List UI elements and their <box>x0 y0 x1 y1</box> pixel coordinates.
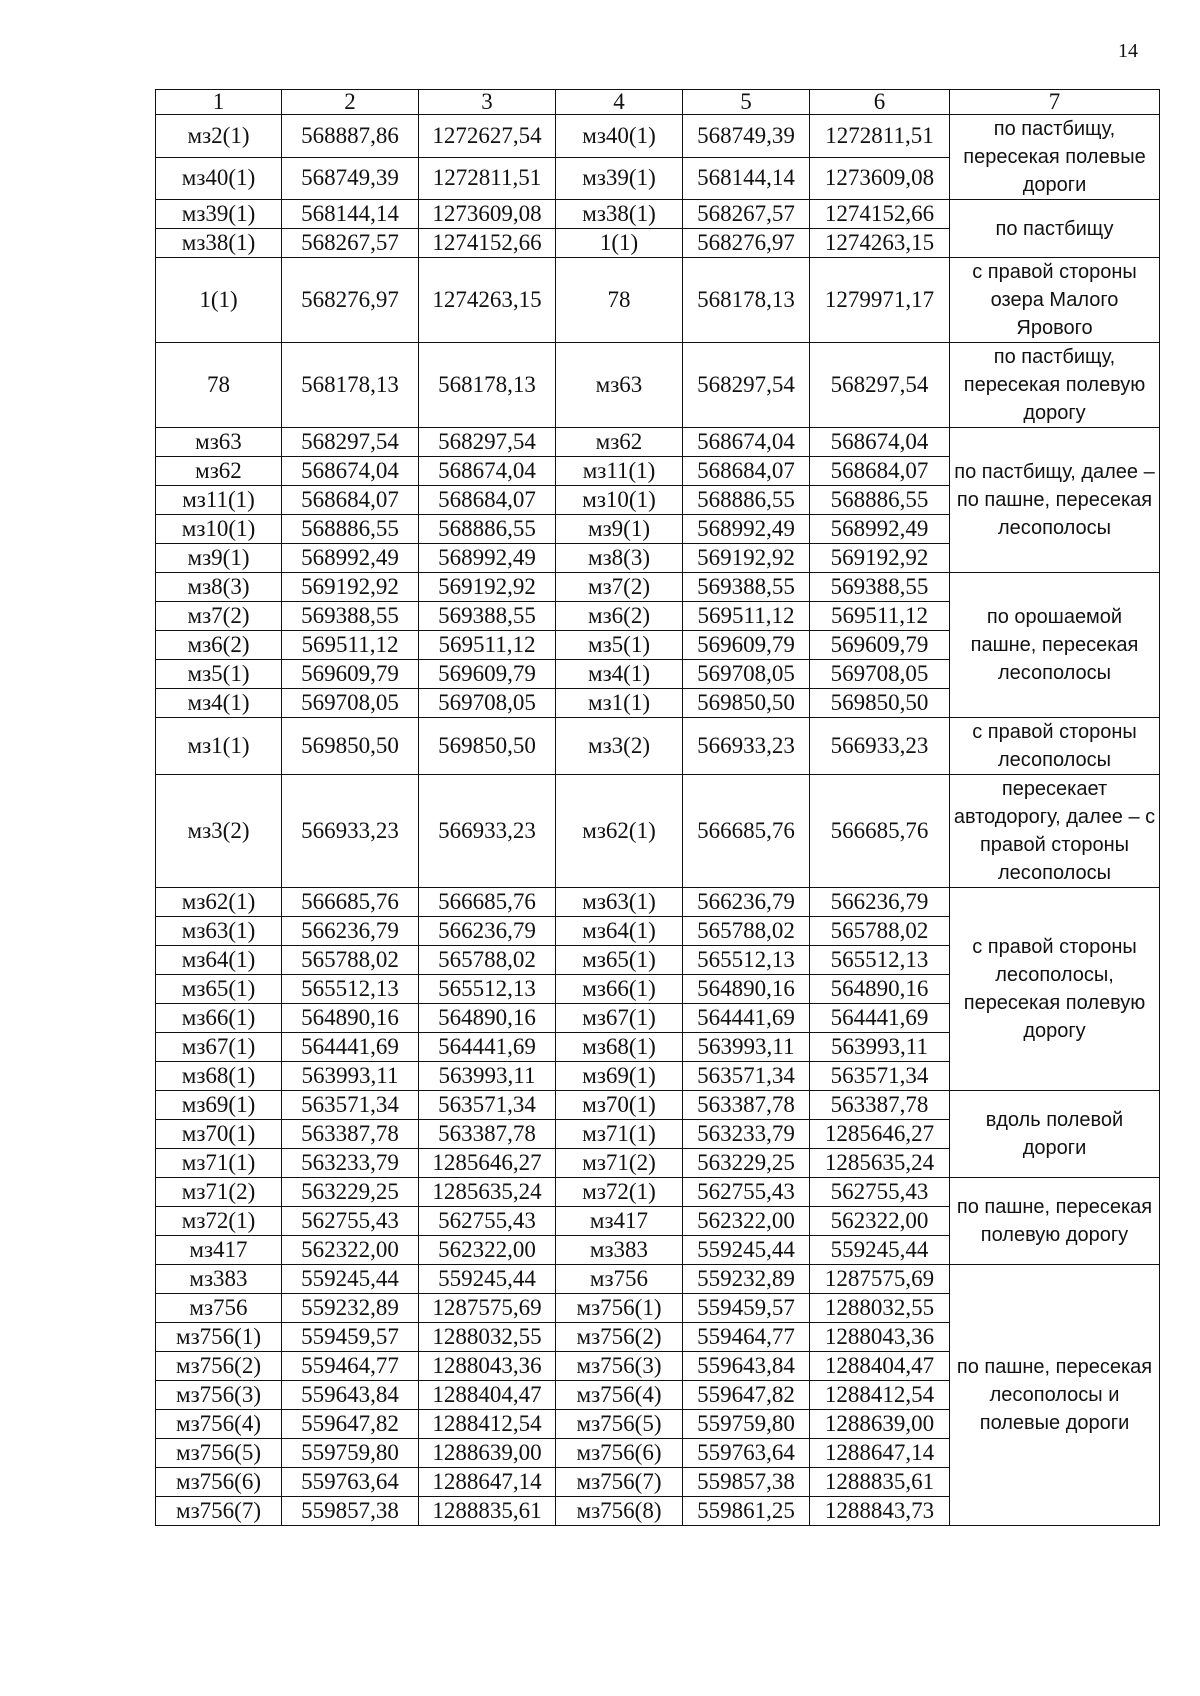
y-to-cell: 1288843,73 <box>810 1497 950 1526</box>
y-to-cell: 1274263,15 <box>810 229 950 258</box>
point-from-cell: мз383 <box>156 1265 282 1294</box>
description-cell: по пашне, пересекая полевую дорогу <box>950 1178 1160 1265</box>
point-to-cell: мз38(1) <box>556 200 683 229</box>
point-to-cell: мз65(1) <box>556 946 683 975</box>
point-to-cell: мз756 <box>556 1265 683 1294</box>
point-to-cell: мз67(1) <box>556 1004 683 1033</box>
point-from-cell: мз64(1) <box>156 946 282 975</box>
point-from-cell: мз756(3) <box>156 1381 282 1410</box>
point-to-cell: мз756(3) <box>556 1352 683 1381</box>
x-to-cell: 569708,05 <box>683 660 810 689</box>
x-from-cell: 568992,49 <box>282 544 419 573</box>
y-to-cell: 1288032,55 <box>810 1294 950 1323</box>
point-from-cell: мз756 <box>156 1294 282 1323</box>
y-to-cell: 1288639,00 <box>810 1410 950 1439</box>
x-from-cell: 564890,16 <box>282 1004 419 1033</box>
x-from-cell: 569708,05 <box>282 689 419 718</box>
y-from-cell: 562755,43 <box>419 1207 556 1236</box>
point-to-cell: мз756(6) <box>556 1439 683 1468</box>
x-to-cell: 562322,00 <box>683 1207 810 1236</box>
x-to-cell: 565788,02 <box>683 917 810 946</box>
y-to-cell: 1288043,36 <box>810 1323 950 1352</box>
point-to-cell: мз7(2) <box>556 573 683 602</box>
point-from-cell: 1(1) <box>156 258 282 343</box>
point-from-cell: мз68(1) <box>156 1062 282 1091</box>
point-to-cell: мз756(8) <box>556 1497 683 1526</box>
point-to-cell: мз1(1) <box>556 689 683 718</box>
point-from-cell: мз11(1) <box>156 486 282 515</box>
description-cell: по пастбищу <box>950 200 1160 258</box>
point-from-cell: 78 <box>156 343 282 428</box>
x-to-cell: 568178,13 <box>683 258 810 343</box>
x-from-cell: 559232,89 <box>282 1294 419 1323</box>
point-to-cell: мз71(2) <box>556 1149 683 1178</box>
point-from-cell: мз40(1) <box>156 157 282 200</box>
y-to-cell: 1288647,14 <box>810 1439 950 1468</box>
point-from-cell: мз4(1) <box>156 689 282 718</box>
y-from-cell: 1288404,47 <box>419 1381 556 1410</box>
point-to-cell: мз756(5) <box>556 1410 683 1439</box>
x-from-cell: 568749,39 <box>282 157 419 200</box>
y-to-cell: 563387,78 <box>810 1091 950 1120</box>
x-to-cell: 569609,79 <box>683 631 810 660</box>
x-to-cell: 568144,14 <box>683 157 810 200</box>
point-to-cell: мз756(2) <box>556 1323 683 1352</box>
y-to-cell: 569850,50 <box>810 689 950 718</box>
x-from-cell: 563993,11 <box>282 1062 419 1091</box>
x-from-cell: 569511,12 <box>282 631 419 660</box>
x-to-cell: 564441,69 <box>683 1004 810 1033</box>
x-from-cell: 559643,84 <box>282 1381 419 1410</box>
y-to-cell: 562755,43 <box>810 1178 950 1207</box>
y-from-cell: 1273609,08 <box>419 200 556 229</box>
y-to-cell: 565512,13 <box>810 946 950 975</box>
point-to-cell: мз71(1) <box>556 1120 683 1149</box>
y-to-cell: 1272811,51 <box>810 115 950 158</box>
y-from-cell: 1285646,27 <box>419 1149 556 1178</box>
y-from-cell: 568684,07 <box>419 486 556 515</box>
x-to-cell: 568886,55 <box>683 486 810 515</box>
y-to-cell: 1288404,47 <box>810 1352 950 1381</box>
y-from-cell: 569192,92 <box>419 573 556 602</box>
point-from-cell: мз39(1) <box>156 200 282 229</box>
x-from-cell: 568886,55 <box>282 515 419 544</box>
x-to-cell: 568297,54 <box>683 343 810 428</box>
point-to-cell: мз62(1) <box>556 775 683 888</box>
y-to-cell: 569511,12 <box>810 602 950 631</box>
point-to-cell: мз417 <box>556 1207 683 1236</box>
point-to-cell: мз69(1) <box>556 1062 683 1091</box>
point-to-cell: мз66(1) <box>556 975 683 1004</box>
y-from-cell: 569850,50 <box>419 718 556 775</box>
x-from-cell: 559647,82 <box>282 1410 419 1439</box>
y-to-cell: 568684,07 <box>810 457 950 486</box>
table-row <box>156 258 1160 343</box>
y-from-cell: 563993,11 <box>419 1062 556 1091</box>
y-to-cell: 569609,79 <box>810 631 950 660</box>
description-cell: вдоль полевой дороги <box>950 1091 1160 1178</box>
y-from-cell: 566685,76 <box>419 888 556 917</box>
point-from-cell: мз67(1) <box>156 1033 282 1062</box>
y-from-cell: 566236,79 <box>419 917 556 946</box>
x-to-cell: 563571,34 <box>683 1062 810 1091</box>
point-to-cell: мз63(1) <box>556 888 683 917</box>
point-to-cell: мз3(2) <box>556 718 683 775</box>
point-from-cell: мз7(2) <box>156 602 282 631</box>
y-from-cell: 568297,54 <box>419 428 556 457</box>
y-to-cell: 566685,76 <box>810 775 950 888</box>
point-from-cell: мз756(4) <box>156 1410 282 1439</box>
table-row <box>156 888 1160 917</box>
y-from-cell: 1272811,51 <box>419 157 556 200</box>
column-header: 2 <box>282 90 419 115</box>
point-from-cell: мз6(2) <box>156 631 282 660</box>
point-to-cell: мз40(1) <box>556 115 683 158</box>
x-from-cell: 559245,44 <box>282 1265 419 1294</box>
point-from-cell: мз2(1) <box>156 115 282 158</box>
y-to-cell: 569708,05 <box>810 660 950 689</box>
table-body <box>156 90 1160 1526</box>
x-to-cell: 563387,78 <box>683 1091 810 1120</box>
point-to-cell: мз70(1) <box>556 1091 683 1120</box>
x-to-cell: 559464,77 <box>683 1323 810 1352</box>
y-to-cell: 563571,34 <box>810 1062 950 1091</box>
x-from-cell: 563233,79 <box>282 1149 419 1178</box>
x-to-cell: 559647,82 <box>683 1381 810 1410</box>
table-row <box>156 115 1160 158</box>
y-from-cell: 1288647,14 <box>419 1468 556 1497</box>
point-to-cell: мз64(1) <box>556 917 683 946</box>
y-from-cell: 1288639,00 <box>419 1439 556 1468</box>
x-to-cell: 569192,92 <box>683 544 810 573</box>
description-cell: с правой стороны озера Малого Ярового <box>950 258 1160 343</box>
point-from-cell: мз756(1) <box>156 1323 282 1352</box>
x-to-cell: 559459,57 <box>683 1294 810 1323</box>
description-cell: пересекает автодорогу, далее – с правой стороны лесополосы <box>950 775 1160 888</box>
table-row <box>156 200 1160 229</box>
y-from-cell: 562322,00 <box>419 1236 556 1265</box>
y-to-cell: 1273609,08 <box>810 157 950 200</box>
x-to-cell: 568276,97 <box>683 229 810 258</box>
y-to-cell: 1287575,69 <box>810 1265 950 1294</box>
point-from-cell: мз3(2) <box>156 775 282 888</box>
column-header: 4 <box>556 90 683 115</box>
description-cell: по пастбищу, далее – по пашне, пересекая лесополосы <box>950 428 1160 573</box>
point-to-cell: мз756(7) <box>556 1468 683 1497</box>
x-from-cell: 559759,80 <box>282 1439 419 1468</box>
point-to-cell: 1(1) <box>556 229 683 258</box>
y-from-cell: 1288412,54 <box>419 1410 556 1439</box>
x-to-cell: 563993,11 <box>683 1033 810 1062</box>
point-to-cell: мз756(4) <box>556 1381 683 1410</box>
x-to-cell: 569850,50 <box>683 689 810 718</box>
point-to-cell: мз5(1) <box>556 631 683 660</box>
x-to-cell: 566236,79 <box>683 888 810 917</box>
y-to-cell: 563993,11 <box>810 1033 950 1062</box>
description-cell: по пастбищу, пересекая полевую дорогу <box>950 343 1160 428</box>
y-from-cell: 568178,13 <box>419 343 556 428</box>
x-to-cell: 569388,55 <box>683 573 810 602</box>
point-to-cell: мз72(1) <box>556 1178 683 1207</box>
point-from-cell: мз756(6) <box>156 1468 282 1497</box>
x-to-cell: 563229,25 <box>683 1149 810 1178</box>
x-to-cell: 563233,79 <box>683 1120 810 1149</box>
point-from-cell: мз72(1) <box>156 1207 282 1236</box>
description-cell: по пашне, пересекая лесополосы и полевые дороги <box>950 1265 1160 1526</box>
y-from-cell: 569708,05 <box>419 689 556 718</box>
column-header: 3 <box>419 90 556 115</box>
x-from-cell: 568684,07 <box>282 486 419 515</box>
y-from-cell: 569388,55 <box>419 602 556 631</box>
table-row <box>156 1178 1160 1207</box>
x-from-cell: 568297,54 <box>282 428 419 457</box>
description-cell: с правой стороны лесополосы, пересекая полевую дорогу <box>950 888 1160 1091</box>
y-from-cell: 563571,34 <box>419 1091 556 1120</box>
table-row <box>156 428 1160 457</box>
x-from-cell: 569850,50 <box>282 718 419 775</box>
y-from-cell: 569609,79 <box>419 660 556 689</box>
x-from-cell: 566236,79 <box>282 917 419 946</box>
point-to-cell: мз39(1) <box>556 157 683 200</box>
boundary-table <box>155 89 1160 1526</box>
y-from-cell: 1285635,24 <box>419 1178 556 1207</box>
x-to-cell: 566685,76 <box>683 775 810 888</box>
y-from-cell: 564890,16 <box>419 1004 556 1033</box>
x-from-cell: 569192,92 <box>282 573 419 602</box>
x-from-cell: 568144,14 <box>282 200 419 229</box>
point-from-cell: мз38(1) <box>156 229 282 258</box>
y-to-cell: 1288412,54 <box>810 1381 950 1410</box>
y-to-cell: 564890,16 <box>810 975 950 1004</box>
x-from-cell: 559459,57 <box>282 1323 419 1352</box>
point-from-cell: мз5(1) <box>156 660 282 689</box>
table-row <box>156 718 1160 775</box>
x-from-cell: 568178,13 <box>282 343 419 428</box>
y-from-cell: 1287575,69 <box>419 1294 556 1323</box>
point-from-cell: мз1(1) <box>156 718 282 775</box>
x-to-cell: 559861,25 <box>683 1497 810 1526</box>
table-row <box>156 1091 1160 1120</box>
description-cell: по орошаемой пашне, пересекая лесополосы <box>950 573 1160 718</box>
x-from-cell: 568276,97 <box>282 258 419 343</box>
point-to-cell: мз9(1) <box>556 515 683 544</box>
x-from-cell: 569609,79 <box>282 660 419 689</box>
x-to-cell: 568684,07 <box>683 457 810 486</box>
y-from-cell: 563387,78 <box>419 1120 556 1149</box>
point-from-cell: мз417 <box>156 1236 282 1265</box>
y-from-cell: 568886,55 <box>419 515 556 544</box>
column-header: 1 <box>156 90 282 115</box>
y-to-cell: 564441,69 <box>810 1004 950 1033</box>
point-to-cell: мз11(1) <box>556 457 683 486</box>
x-to-cell: 559857,38 <box>683 1468 810 1497</box>
y-to-cell: 566933,23 <box>810 718 950 775</box>
y-from-cell: 565788,02 <box>419 946 556 975</box>
y-to-cell: 1279971,17 <box>810 258 950 343</box>
point-from-cell: мз70(1) <box>156 1120 282 1149</box>
point-from-cell: мз71(1) <box>156 1149 282 1178</box>
y-from-cell: 565512,13 <box>419 975 556 1004</box>
column-header: 7 <box>950 90 1160 115</box>
point-from-cell: мз62 <box>156 457 282 486</box>
y-to-cell: 559245,44 <box>810 1236 950 1265</box>
y-to-cell: 1285646,27 <box>810 1120 950 1149</box>
point-from-cell: мз65(1) <box>156 975 282 1004</box>
y-from-cell: 1288043,36 <box>419 1352 556 1381</box>
point-to-cell: мз4(1) <box>556 660 683 689</box>
x-from-cell: 564441,69 <box>282 1033 419 1062</box>
x-to-cell: 559763,64 <box>683 1439 810 1468</box>
description-cell: по пастбищу, пересекая полевые дороги <box>950 115 1160 200</box>
y-from-cell: 1274263,15 <box>419 258 556 343</box>
point-from-cell: мз10(1) <box>156 515 282 544</box>
point-from-cell: мз63 <box>156 428 282 457</box>
y-to-cell: 1288835,61 <box>810 1468 950 1497</box>
column-header: 5 <box>683 90 810 115</box>
table-row <box>156 1265 1160 1294</box>
point-from-cell: мз62(1) <box>156 888 282 917</box>
y-from-cell: 1288835,61 <box>419 1497 556 1526</box>
x-from-cell: 563387,78 <box>282 1120 419 1149</box>
x-to-cell: 565512,13 <box>683 946 810 975</box>
y-to-cell: 562322,00 <box>810 1207 950 1236</box>
y-to-cell: 569388,55 <box>810 573 950 602</box>
x-from-cell: 559464,77 <box>282 1352 419 1381</box>
table-row <box>156 775 1160 888</box>
x-from-cell: 566685,76 <box>282 888 419 917</box>
header-row <box>156 90 1160 115</box>
x-from-cell: 559763,64 <box>282 1468 419 1497</box>
x-from-cell: 568267,57 <box>282 229 419 258</box>
y-from-cell: 568992,49 <box>419 544 556 573</box>
table-row <box>156 573 1160 602</box>
point-to-cell: 78 <box>556 258 683 343</box>
x-to-cell: 568267,57 <box>683 200 810 229</box>
x-to-cell: 569511,12 <box>683 602 810 631</box>
y-to-cell: 566236,79 <box>810 888 950 917</box>
y-to-cell: 1274152,66 <box>810 200 950 229</box>
x-to-cell: 568992,49 <box>683 515 810 544</box>
point-to-cell: мз8(3) <box>556 544 683 573</box>
y-to-cell: 565788,02 <box>810 917 950 946</box>
point-from-cell: мз756(2) <box>156 1352 282 1381</box>
x-from-cell: 562755,43 <box>282 1207 419 1236</box>
x-to-cell: 562755,43 <box>683 1178 810 1207</box>
y-from-cell: 569511,12 <box>419 631 556 660</box>
x-to-cell: 568674,04 <box>683 428 810 457</box>
y-from-cell: 568674,04 <box>419 457 556 486</box>
point-from-cell: мз9(1) <box>156 544 282 573</box>
x-from-cell: 565512,13 <box>282 975 419 1004</box>
x-from-cell: 559857,38 <box>282 1497 419 1526</box>
page-number: 14 <box>1118 40 1138 62</box>
table-row <box>156 343 1160 428</box>
point-from-cell: мз63(1) <box>156 917 282 946</box>
point-from-cell: мз756(7) <box>156 1497 282 1526</box>
y-from-cell: 1274152,66 <box>419 229 556 258</box>
y-from-cell: 559245,44 <box>419 1265 556 1294</box>
x-from-cell: 563571,34 <box>282 1091 419 1120</box>
x-to-cell: 559232,89 <box>683 1265 810 1294</box>
y-from-cell: 1272627,54 <box>419 115 556 158</box>
point-to-cell: мз68(1) <box>556 1033 683 1062</box>
x-to-cell: 564890,16 <box>683 975 810 1004</box>
y-from-cell: 1288032,55 <box>419 1323 556 1352</box>
point-from-cell: мз8(3) <box>156 573 282 602</box>
x-to-cell: 566933,23 <box>683 718 810 775</box>
x-from-cell: 565788,02 <box>282 946 419 975</box>
point-from-cell: мз69(1) <box>156 1091 282 1120</box>
x-from-cell: 566933,23 <box>282 775 419 888</box>
x-from-cell: 568674,04 <box>282 457 419 486</box>
point-to-cell: мз62 <box>556 428 683 457</box>
x-from-cell: 563229,25 <box>282 1178 419 1207</box>
y-to-cell: 568992,49 <box>810 515 950 544</box>
y-from-cell: 564441,69 <box>419 1033 556 1062</box>
y-to-cell: 569192,92 <box>810 544 950 573</box>
x-to-cell: 568749,39 <box>683 115 810 158</box>
point-from-cell: мз71(2) <box>156 1178 282 1207</box>
x-from-cell: 568887,86 <box>282 115 419 158</box>
point-from-cell: мз66(1) <box>156 1004 282 1033</box>
y-to-cell: 568886,55 <box>810 486 950 515</box>
description-cell: с правой стороны лесополосы <box>950 718 1160 775</box>
point-to-cell: мз10(1) <box>556 486 683 515</box>
point-to-cell: мз6(2) <box>556 602 683 631</box>
y-to-cell: 568297,54 <box>810 343 950 428</box>
x-from-cell: 569388,55 <box>282 602 419 631</box>
y-to-cell: 568674,04 <box>810 428 950 457</box>
column-header: 6 <box>810 90 950 115</box>
x-from-cell: 562322,00 <box>282 1236 419 1265</box>
x-to-cell: 559759,80 <box>683 1410 810 1439</box>
point-to-cell: мз63 <box>556 343 683 428</box>
x-to-cell: 559643,84 <box>683 1352 810 1381</box>
x-to-cell: 559245,44 <box>683 1236 810 1265</box>
point-from-cell: мз756(5) <box>156 1439 282 1468</box>
point-to-cell: мз383 <box>556 1236 683 1265</box>
y-from-cell: 566933,23 <box>419 775 556 888</box>
y-to-cell: 1285635,24 <box>810 1149 950 1178</box>
point-to-cell: мз756(1) <box>556 1294 683 1323</box>
